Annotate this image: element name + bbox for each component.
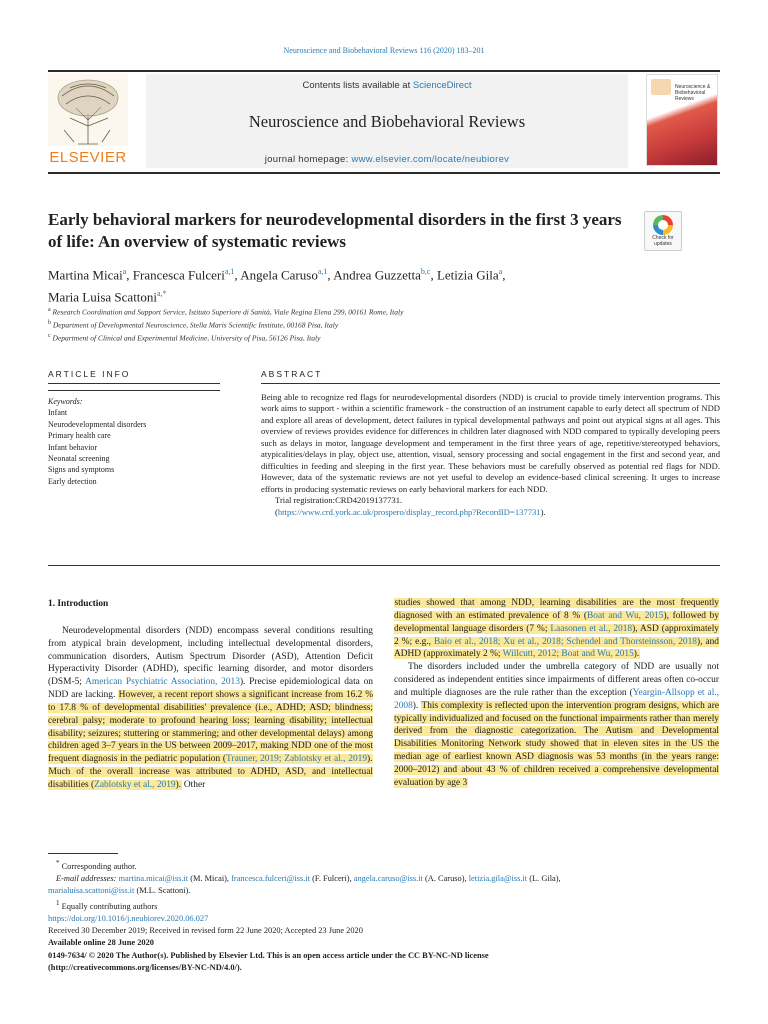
citation-link[interactable]: Willcutt, 2012; Boat and Wu, 2015 bbox=[502, 649, 634, 660]
check-for-updates-button[interactable] bbox=[644, 211, 682, 251]
introduction-paragraph bbox=[394, 661, 719, 789]
affiliation-item bbox=[48, 305, 688, 318]
email-label: E-mail addresses: bbox=[56, 874, 117, 883]
keyword-item: Infant behavior bbox=[48, 442, 98, 452]
journal-title: Neuroscience and Biobehavioral Reviews bbox=[248, 112, 526, 131]
introduction-heading: 1. Introduction bbox=[48, 599, 109, 609]
license-line: 0149-7634/ © 2020 The Author(s). Published by Elsevier Ltd. This is an open access article under the CC BY-NC-ND license bbox=[48, 950, 489, 960]
equal-contribution-note bbox=[48, 897, 720, 913]
author-name[interactable]: Andrea Guzzetta bbox=[333, 267, 421, 283]
trial-registration-link-line bbox=[261, 507, 720, 518]
email-link[interactable]: francesca.fulceri@iss.it bbox=[231, 874, 310, 883]
abstract-rule bbox=[261, 383, 720, 384]
introduction-paragraph-continued bbox=[394, 597, 719, 661]
email-link[interactable]: angela.caruso@iss.it bbox=[353, 874, 423, 883]
email-link[interactable]: martina.micai@iss.it bbox=[118, 874, 189, 883]
highlight bbox=[48, 767, 373, 790]
corresponding-author-note bbox=[48, 857, 720, 873]
email-link[interactable]: marialuisa.scattoni@iss.it bbox=[48, 886, 135, 896]
author-separator: , bbox=[502, 267, 506, 283]
author-separator: , bbox=[126, 267, 133, 283]
author-name[interactable]: Letizia Gila bbox=[436, 267, 499, 283]
keyword-item: Neurodevelopmental disorders bbox=[48, 419, 147, 429]
contents-line bbox=[146, 80, 628, 91]
highlighted-text: ), and ADHD (approximately 2 %; bbox=[394, 636, 719, 660]
received-dates: Received 30 December 2019; Received in revised form 22 June 2020; Accepted 23 June 2020 bbox=[48, 926, 363, 936]
email-addresses-continued bbox=[48, 885, 720, 897]
highlight bbox=[394, 701, 719, 788]
citation-link[interactable]: Trauner, 2019; Zablotsky et al., 2019 bbox=[226, 754, 368, 765]
author-affiliation-marker[interactable]: b,c bbox=[420, 267, 431, 276]
highlighted-text: ). bbox=[367, 754, 373, 765]
author-list bbox=[48, 262, 638, 307]
footnote-text: Equally contributing authors bbox=[61, 902, 158, 912]
journal-citation[interactable]: Neuroscience and Biobehavioral Reviews 116 (2020) 183–201 bbox=[283, 46, 485, 55]
affiliation-item bbox=[48, 318, 688, 331]
email-owner: (M. Micai), bbox=[188, 874, 232, 883]
keyword-item: Neonatal screening bbox=[48, 454, 110, 464]
body-text: Neurodevelopmental disorders (NDD) encompass several conditions resulting from atypical brain development, including intellectual developmental disorders, communication disorders, Autism Spectrum Disorder (ASD), Attention Deficit Hyperactivity Disorder (ADHD), specific learning disorder, and motor disorders (DSM-5; bbox=[48, 625, 373, 688]
body-text: ). bbox=[412, 700, 421, 711]
journal-cover-image[interactable] bbox=[646, 74, 718, 166]
affiliation-text: Research Coordination and Support Service, Istituto Superiore di Sanità, Viale Regina Elena 299, 00161 Rome, Italy bbox=[52, 307, 404, 317]
elsevier-wordmark: ELSEVIER bbox=[49, 149, 127, 166]
body-text: ). Precise epidemiological data on NDD are lacking. bbox=[48, 677, 373, 701]
citation-link[interactable]: Yeargin-Allsopp et al., 2008 bbox=[394, 687, 720, 711]
highlighted-text: ). bbox=[175, 779, 182, 790]
keyword-item: Infant bbox=[48, 408, 68, 418]
journal-homepage-link[interactable]: www.elsevier.com/locate/neubiorev bbox=[351, 154, 510, 165]
check-updates-icon bbox=[653, 215, 673, 235]
author-name[interactable]: Francesca Fulceri bbox=[132, 267, 225, 283]
affiliation-text: Department of Clinical and Experimental Medicine, University of Pisa, 56126 Pisa, Italy bbox=[52, 333, 321, 343]
author-affiliation-marker[interactable]: a,* bbox=[157, 289, 167, 299]
body-column-right bbox=[394, 597, 719, 790]
author-affiliation-marker[interactable]: a,1 bbox=[317, 267, 328, 276]
highlighted-text: studies showed that among NDD, learning disabilities are the most frequently diagnosed with an estimated prevalence of 8 % ( bbox=[394, 598, 719, 621]
asterisk-marker: * bbox=[56, 859, 60, 867]
highlighted-text: This complexity is reflected upon the intervention program designs, which are typically individualized and focused on the functional impairments rather than merely derived from the diagnostic categorization. The Autism and Developmental Disabilities Monitoring Network study showed that in eleven sites in the US the median age of earliest known ASD diagnosis was 53 months (in the years range: 2000–2012) and about 43 % of children received a comprehensive developmental evaluation by age 3 bbox=[394, 700, 719, 788]
cover-publisher-mark bbox=[651, 79, 671, 95]
highlight bbox=[394, 598, 719, 659]
author-separator: , bbox=[430, 267, 437, 283]
affiliation-marker: c bbox=[48, 333, 51, 339]
journal-header bbox=[146, 74, 628, 168]
body-column-left bbox=[48, 597, 373, 792]
keywords-block bbox=[48, 396, 228, 487]
trial-registration: Trial registration:CRD42019137731. bbox=[275, 495, 403, 506]
introduction-paragraph bbox=[48, 625, 373, 792]
homepage-line bbox=[146, 154, 628, 165]
abstract-heading: ABSTRACT bbox=[261, 369, 323, 379]
email-link[interactable]: letizia.gila@iss.it bbox=[468, 874, 528, 883]
footnote-text: Corresponding author. bbox=[61, 861, 137, 871]
cover-title: Neuroscience & Biobehavioral Reviews bbox=[675, 84, 711, 102]
email-addresses bbox=[48, 873, 720, 885]
email-owner: (L. Gila), bbox=[527, 874, 561, 883]
footnotes bbox=[48, 857, 720, 913]
abstract-text: Being able to recognize red flags for neurodevelopmental disorders (NDD) is crucial to provide timely intervention programs. This work aims to support - within a scientific framework - the construction of an instrument capable to early detect all spectrum of NDD and explore all areas of development, detect failures in typical developmental pathways and point out atypical signs at all ages. This overview of reviews provides evidence for differences in children later diagnosed with NDD compared to typically developing peers such as delays in motor, language development and temperament in the first three years of age, repetitive/stereotyped behaviors, atypicalities/delays in play, object use, attention, visual, sensory processing and social engagement in the first and second year, and difficulties in feeding and sleeping in the first year. These behaviors must be carefully observed as potential red flags for NDD. However, data of the systematic reviews are not yet useful to develop an evidence-based clinical screening. It urges to increase efforts in producing systematic reviews on early behavioral markers for each NDD. bbox=[261, 392, 720, 494]
citation-link[interactable]: Laasonen et al., 2018 bbox=[550, 623, 633, 634]
paren-open: ( bbox=[275, 506, 278, 517]
check-updates-label: Check for updates bbox=[652, 235, 674, 247]
affiliation-item bbox=[48, 331, 688, 344]
homepage-prefix: journal homepage: bbox=[264, 154, 352, 165]
keywords-rule bbox=[48, 390, 220, 391]
keyword-item: Early detection bbox=[48, 476, 97, 486]
prospero-link[interactable]: https://www.crd.york.ac.uk/prospero/display_record.php?RecordID=137731 bbox=[277, 506, 541, 517]
affiliation-marker: a bbox=[48, 307, 51, 313]
email-owner: (M.L. Scattoni). bbox=[134, 886, 191, 896]
highlighted-text: Much of the overall increase was attributed to ADHD, ASD, and intellectual disabilities ( bbox=[48, 767, 373, 790]
affiliations bbox=[48, 305, 688, 344]
affiliation-text: Department of Developmental Neuroscience, Stella Maris Scientific Institute, 00168 Pisa, Italy bbox=[52, 320, 339, 330]
author-name[interactable]: Martina Micai bbox=[48, 267, 123, 283]
body-text: The disorders included under the umbrella category of NDD are usually not considered as independent entities since impairments of different areas often co-occur and multiple diagnoses are the rule rather than the exception ( bbox=[394, 662, 719, 698]
keywords-label: Keywords: bbox=[48, 397, 83, 406]
highlighted-text: ), followed by developmental language disorders (7 %; bbox=[394, 610, 720, 634]
author-separator: , bbox=[234, 267, 241, 283]
keyword-item: Primary health care bbox=[48, 431, 111, 441]
article-info-heading: ARTICLE INFO bbox=[48, 369, 131, 379]
article-info-rule bbox=[48, 383, 220, 384]
email-owner: (A. Caruso), bbox=[422, 874, 469, 883]
available-online-date: Available online 28 June 2020 bbox=[48, 938, 154, 948]
author-affiliation-marker[interactable]: a,1 bbox=[224, 267, 235, 276]
email-owner: (F. Fulceri), bbox=[310, 874, 354, 883]
author-affiliation-marker[interactable]: a bbox=[498, 267, 503, 276]
paren-close: ). bbox=[540, 506, 546, 517]
author-separator: , bbox=[327, 267, 334, 283]
author-affiliation-marker[interactable]: a bbox=[122, 267, 127, 276]
abstract-body bbox=[261, 392, 720, 518]
highlighted-text: ), ASD (approximately 2 %; e.g., bbox=[394, 623, 719, 647]
highlight bbox=[48, 690, 373, 764]
article-title: Early behavioral markers for neurodevelopmental disorders in the first 3 years of life: An overview of systematic reviews bbox=[48, 210, 622, 251]
contents-prefix: Contents lists available at bbox=[302, 80, 413, 91]
publication-info bbox=[48, 913, 720, 974]
body-divider bbox=[48, 565, 720, 566]
author-name[interactable]: Maria Luisa Scattoni bbox=[48, 289, 158, 305]
masthead-divider bbox=[48, 172, 720, 174]
citation-link[interactable]: Zablotsky et al., 2019 bbox=[94, 779, 176, 790]
body-text: Other bbox=[181, 779, 206, 790]
license-url[interactable]: (http://creativecommons.org/licenses/BY-NC-ND/4.0/). bbox=[48, 962, 242, 972]
author-name[interactable]: Angela Caruso bbox=[240, 267, 318, 283]
sciencedirect-link[interactable]: ScienceDirect bbox=[412, 80, 472, 91]
affiliation-marker: b bbox=[48, 320, 51, 326]
citation-link[interactable]: Boat and Wu, 2015 bbox=[587, 610, 664, 621]
footnote-marker: 1 bbox=[56, 899, 60, 908]
masthead bbox=[48, 70, 720, 166]
elsevier-logo[interactable] bbox=[48, 74, 128, 168]
elsevier-tree-icon bbox=[48, 74, 128, 146]
doi-link[interactable]: https://doi.org/10.1016/j.neubiorev.2020.06.027 bbox=[48, 914, 209, 923]
keyword-item: Signs and symptoms bbox=[48, 465, 115, 475]
footnote-rule bbox=[48, 853, 118, 854]
highlighted-text: However, a recent report shows a significant increase from 16.2 % to 17.8 % of developmental disabilities' prevalence (i.e., ADHD; ASD; blindness; cerebral palsy; moderate to profound hearing loss; learning disability; intellectual disability; seizures; stuttering or stammering; and other developmental delays) among children aged 3–7 years in the US between 2009–2017, making NDD one of the most frequent diagnosis in the pediatric population ( bbox=[48, 690, 373, 765]
highlighted-text: ). bbox=[633, 649, 640, 660]
citation-link[interactable]: American Psychiatric Association, 2013 bbox=[85, 677, 240, 688]
citation-link[interactable]: Baio et al., 2018; Xu et al., 2018; Schendel and Thorsteinsson, 2018 bbox=[434, 636, 697, 647]
